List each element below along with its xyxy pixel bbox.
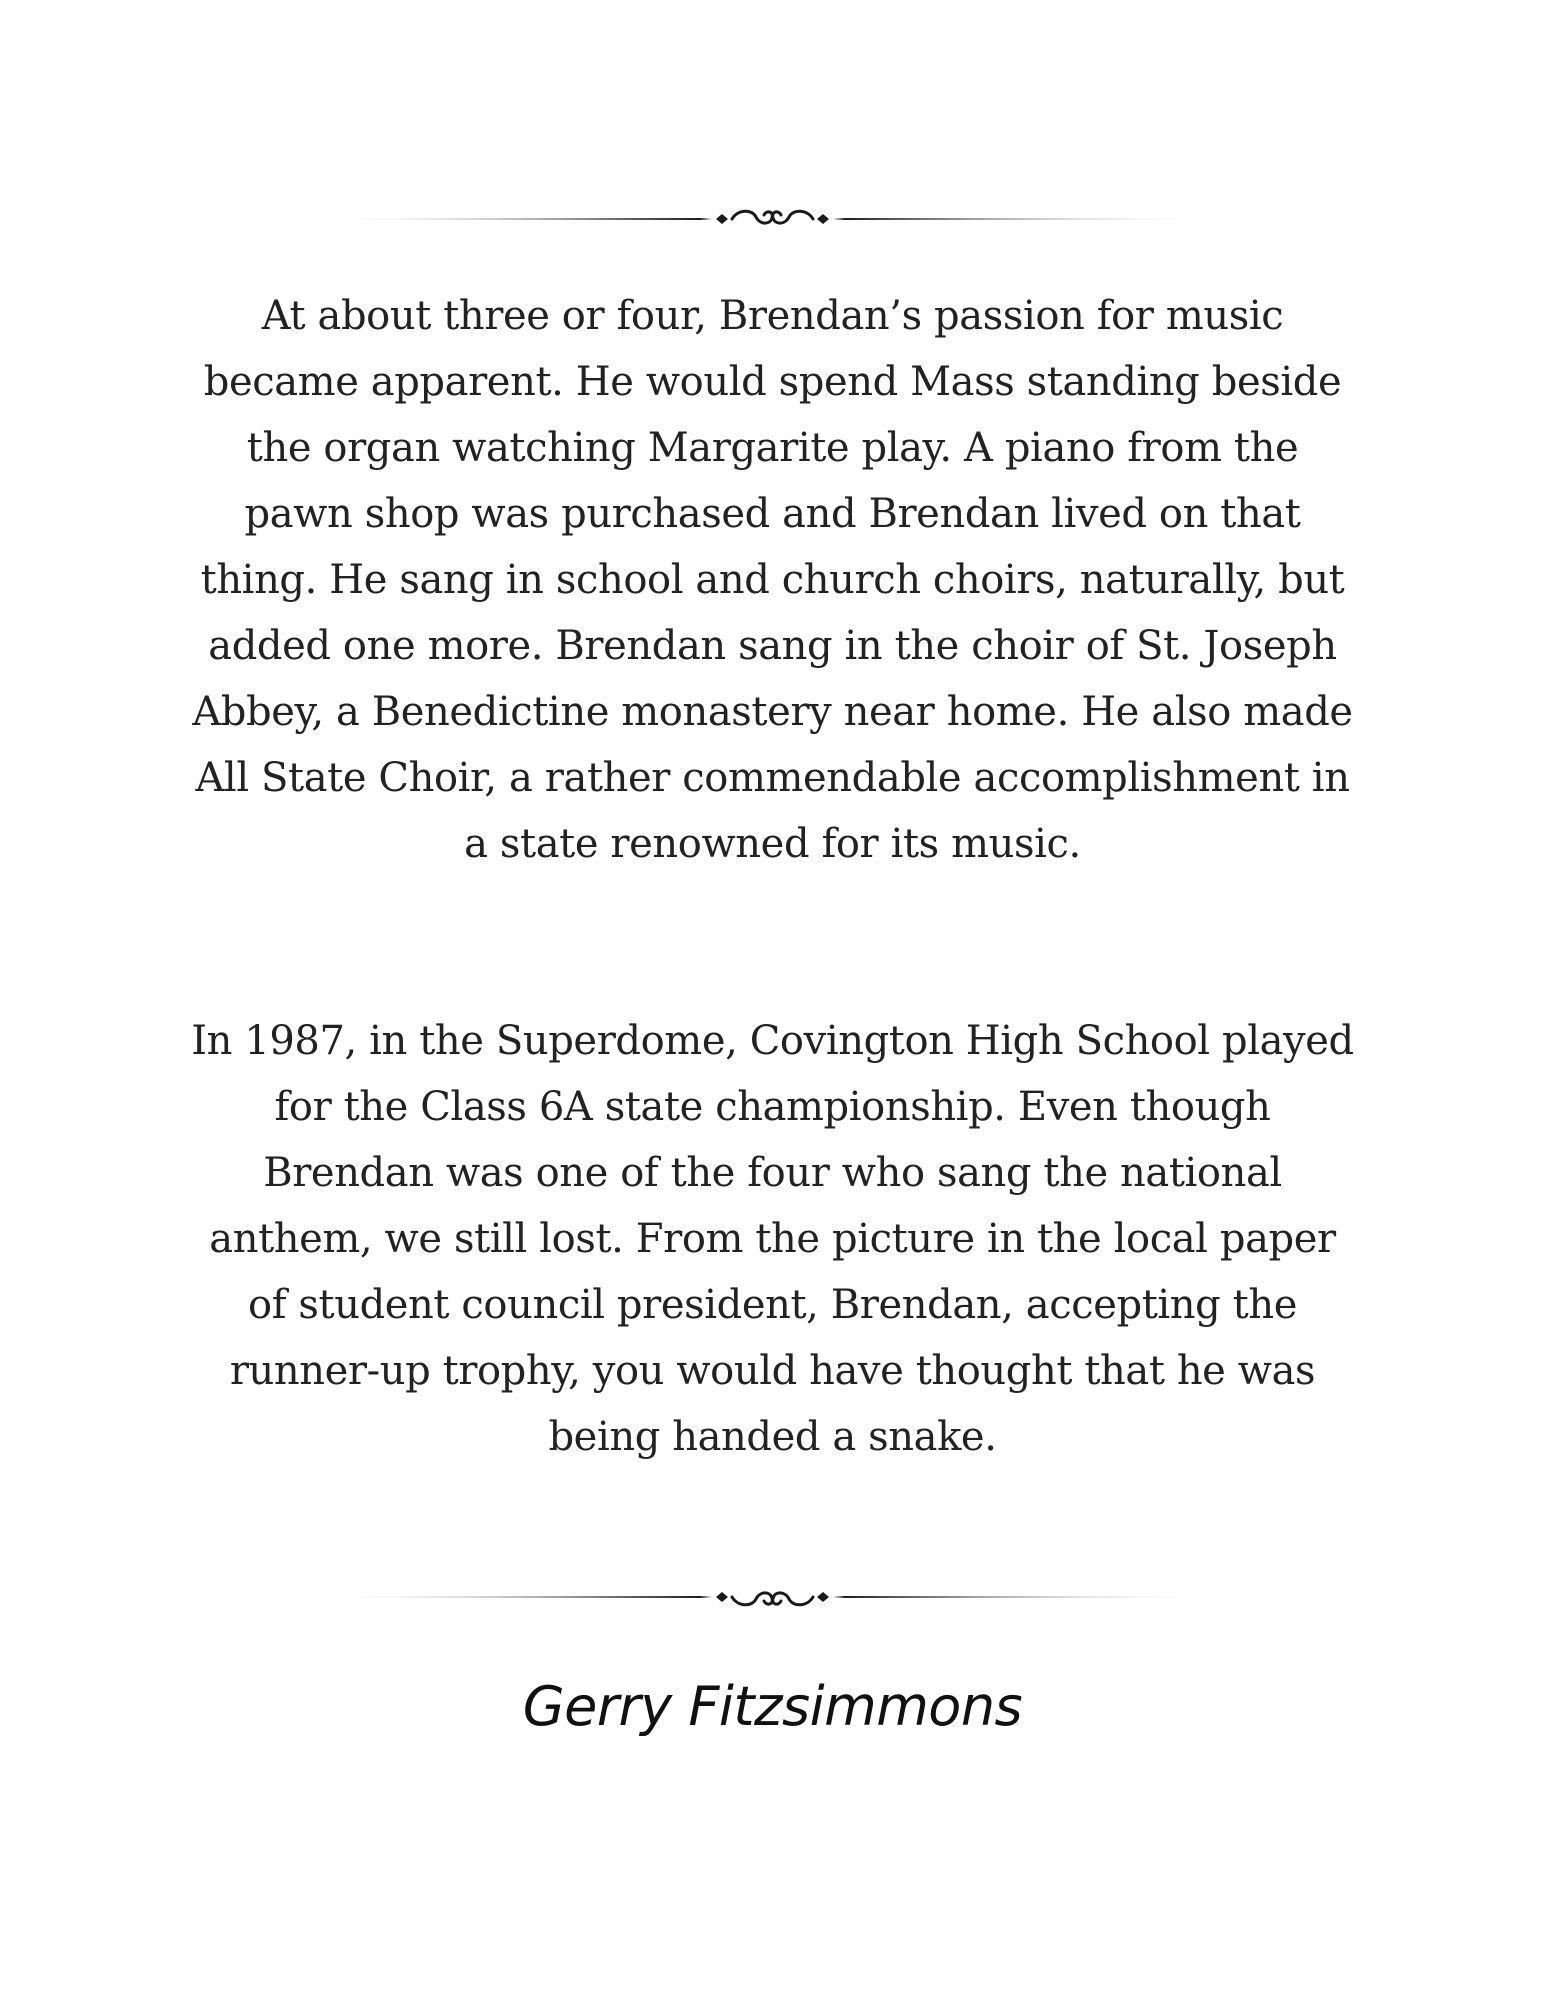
body-paragraph-2: In 1987, in the Superdome, Covington High School played for the Class 6A state championship. Even though Brendan was one of the four who sang the national anthem, we still lost. From the picture in the local paper of student council president, Brendan, accepting the runner-up trophy, you would have thought that he was being handed a snake. bbox=[191, 1018, 1354, 1460]
top-ornamental-divider bbox=[350, 207, 1195, 231]
body-paragraph-1: At about three or four, Brendan’s passion for music became apparent. He would spend Mass standing beside the organ watching Margarite play. A piano from the pawn shop was purchased and Brendan lived on that thing. He sang in school and church choirs, naturally, but added one more. Brendan sang in the choir of St. Joseph Abbey, a Benedictine monastery near home. He also made All State Choir, a rather commendable accomplishment in a state renowned for its music. bbox=[192, 293, 1353, 867]
bottom-ornamental-divider bbox=[350, 1585, 1195, 1609]
author-name: Gerry Fitzsimmons bbox=[522, 1675, 1023, 1738]
flourish-divider-icon bbox=[350, 1585, 1195, 1609]
flourish-divider-icon bbox=[350, 207, 1195, 231]
